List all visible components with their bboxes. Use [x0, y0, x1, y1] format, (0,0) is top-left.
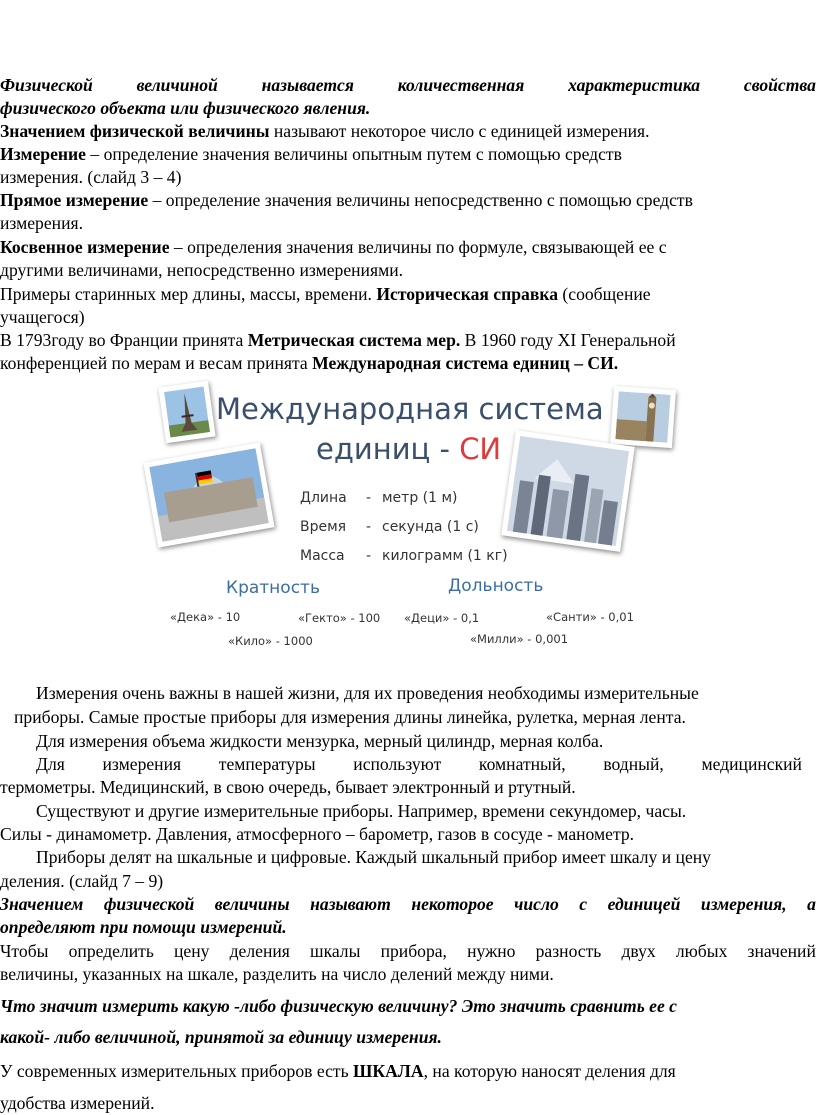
body-line-9: деления. (слайд 7 – 9): [0, 871, 164, 891]
body-line-10: [0, 893, 816, 915]
word: Для: [36, 754, 65, 774]
body-line-8: Приборы делят на шкальные и цифровые. Каждый шкальный прибор имеет шкалу и цену: [36, 847, 711, 867]
word: называют: [310, 894, 391, 914]
indirect-measurement-text: – определения значения величины по формуле, связывающей ее с: [169, 237, 667, 257]
si-system-line: [0, 352, 618, 374]
historical-note-cont: учащегося): [0, 307, 85, 327]
indirect-measurement-cont: другими величинами, непосредственно измерениями.: [0, 260, 404, 280]
term-indirect-measurement: Косвенное измерение: [0, 237, 170, 257]
reichstag-photo: [143, 442, 274, 547]
word: называется: [261, 75, 354, 95]
definition-line-2: физического объекта или физического явления.: [0, 98, 371, 118]
unit-dash: -: [366, 519, 372, 535]
value-definition: [0, 120, 650, 142]
word: двух: [621, 941, 656, 961]
prefix-milli: «Милли» - 0,001: [470, 632, 569, 646]
value-definition-text: называют некоторое число с единицей измерения.: [269, 121, 650, 141]
body-line-11: определяют при помощи измерений.: [0, 917, 287, 937]
word: прибора,: [380, 941, 447, 961]
indirect-measurement-definition: [0, 236, 667, 258]
word: деления: [229, 941, 290, 961]
body-line-7: Силы - динамометр. Давления, атмосферного – барометр, газов в сосуде - манометр.: [0, 824, 635, 844]
body-line-17: удобства измерений.: [0, 1093, 155, 1113]
word: определить: [68, 941, 154, 961]
eiffel-tower-icon: [164, 386, 210, 437]
prefix-centi: «Санти» - 0,01: [546, 610, 634, 624]
si-text-d: конференцией по мерам и весам принята: [0, 353, 313, 373]
big-ben-icon: [615, 391, 670, 443]
scale-text-c: , на которую наносят деления для: [423, 1061, 676, 1081]
unit-length: метр (1 м): [382, 490, 458, 506]
term-measurement: Измерение: [0, 144, 86, 164]
metric-system-line: [0, 329, 676, 351]
direct-measurement-definition: [0, 189, 693, 211]
definition-line-1: [0, 74, 816, 96]
term-scale: ШКАЛА: [353, 1061, 424, 1081]
word: физической: [103, 894, 195, 914]
unit-dash: -: [366, 548, 372, 564]
term-si-system: Международная система единиц – СИ.: [312, 353, 619, 373]
word: нужно: [467, 941, 516, 961]
body-line-6: Существуют и другие измерительные приборы. Например, времени секундомер, часы.: [36, 801, 687, 821]
prefix-deci: «Деци» - 0,1: [404, 611, 480, 625]
unit-mass: килограмм (1 кг): [382, 548, 508, 564]
unit-dash: -: [366, 490, 372, 506]
word: число: [514, 894, 559, 914]
word: измерения,: [700, 894, 787, 914]
prefix-hecto: «Гекто» - 100: [298, 611, 381, 625]
word: температуры: [218, 754, 316, 774]
direct-measurement-cont: измерения.: [0, 213, 83, 233]
scale-text-a: У современных измерительных приборов есть: [0, 1061, 354, 1081]
body-line-3: Для измерения объема жидкости мензурка, мерный цилиндр, мерная колба.: [36, 731, 604, 751]
word: характеристика: [568, 75, 701, 95]
quantity-length: Длина: [300, 490, 347, 506]
multiples-heading: Кратность: [226, 578, 320, 598]
big-ben-photo: [610, 386, 676, 448]
slide-title-line-1: Международная система: [216, 392, 604, 426]
word: Чтобы: [0, 941, 49, 961]
metric-text-c: В 1960 году XI Генеральной: [460, 330, 676, 350]
term-direct-measurement: Прямое измерение: [0, 190, 149, 210]
word: комнатный,: [478, 754, 566, 774]
city-skyline-icon: [507, 436, 629, 546]
word: свойства: [743, 75, 816, 95]
slide-title-line-2: [316, 432, 501, 466]
word: цену: [174, 941, 210, 961]
body-line-4: [36, 753, 802, 775]
word: величиной: [136, 75, 218, 95]
word: Физической: [0, 75, 93, 95]
body-line-16: [0, 1060, 676, 1082]
slide-title-units: единиц -: [316, 432, 460, 466]
term-historical-reference: Историческая справка: [376, 284, 558, 304]
word: любых: [675, 941, 728, 961]
body-line-13: величины, указанных на шкале, разделить на число делений между ними.: [0, 964, 554, 984]
prefix-deca: «Дека» - 10: [170, 610, 241, 624]
body-line-14: Что значит измерить какую -либо физическую величину? Это значить сравнить ее с: [0, 996, 677, 1016]
body-line-5: термометры. Медицинский, в свою очередь, бывает электронный и ртутный.: [0, 777, 576, 797]
eiffel-tower-photo: [158, 381, 215, 443]
measurement-definition-text: – определение значения величины опытным путем с помощью средств: [85, 144, 622, 164]
body-line-1: Измерения очень важны в нашей жизни, для их проведения необходимы измерительные: [36, 683, 699, 703]
unit-row-mass: [300, 548, 508, 564]
prefix-kilo: «Кило» - 1000: [228, 634, 313, 648]
term-metric-system: Метрическая система мер.: [247, 330, 461, 350]
unit-row-time: [300, 519, 479, 535]
slide-title-si: СИ: [459, 432, 502, 466]
word: единицей: [607, 894, 681, 914]
metric-text-a: В 1793году во Франции принята: [0, 330, 248, 350]
reichstag-icon: [149, 448, 269, 542]
word: водный,: [603, 754, 664, 774]
word: некоторое: [411, 894, 494, 914]
word: измерения: [102, 754, 182, 774]
word: а: [807, 894, 816, 914]
word: количественная: [397, 75, 525, 95]
unit-time: секунда (1 с): [382, 519, 479, 535]
quantity-time: Время: [300, 519, 347, 535]
measurement-definition: [0, 143, 622, 165]
word: с: [579, 894, 588, 914]
word: Значением: [0, 894, 84, 914]
submultiples-heading: Дольность: [448, 576, 544, 596]
word: величины: [214, 894, 290, 914]
city-skyline-photo: [501, 430, 635, 552]
body-line-15: какой- либо величиной, принятой за единицу измерения.: [0, 1027, 442, 1047]
historical-note: [0, 283, 651, 305]
word: медицинский: [701, 754, 802, 774]
direct-measurement-text: – определение значения величины непосредственно с помощью средств: [148, 190, 693, 210]
historical-note-rest: (сообщение: [558, 284, 651, 304]
si-infographic: [150, 378, 680, 668]
measurement-definition-cont: измерения. (слайд 3 – 4): [0, 167, 182, 187]
body-line-2: приборы. Самые простые приборы для измерения длины линейка, рулетка, мерная лента.: [14, 707, 686, 727]
quantity-mass: Масса: [300, 548, 345, 564]
body-line-12: [0, 940, 816, 962]
word: используют: [353, 754, 442, 774]
word: разность: [535, 941, 602, 961]
word: шкалы: [310, 941, 361, 961]
word: значений: [747, 941, 816, 961]
unit-row-length: [300, 490, 458, 506]
historical-note-text: Примеры старинных мер длины, массы, времени.: [0, 284, 377, 304]
term-value: Значением физической величины: [0, 121, 270, 141]
